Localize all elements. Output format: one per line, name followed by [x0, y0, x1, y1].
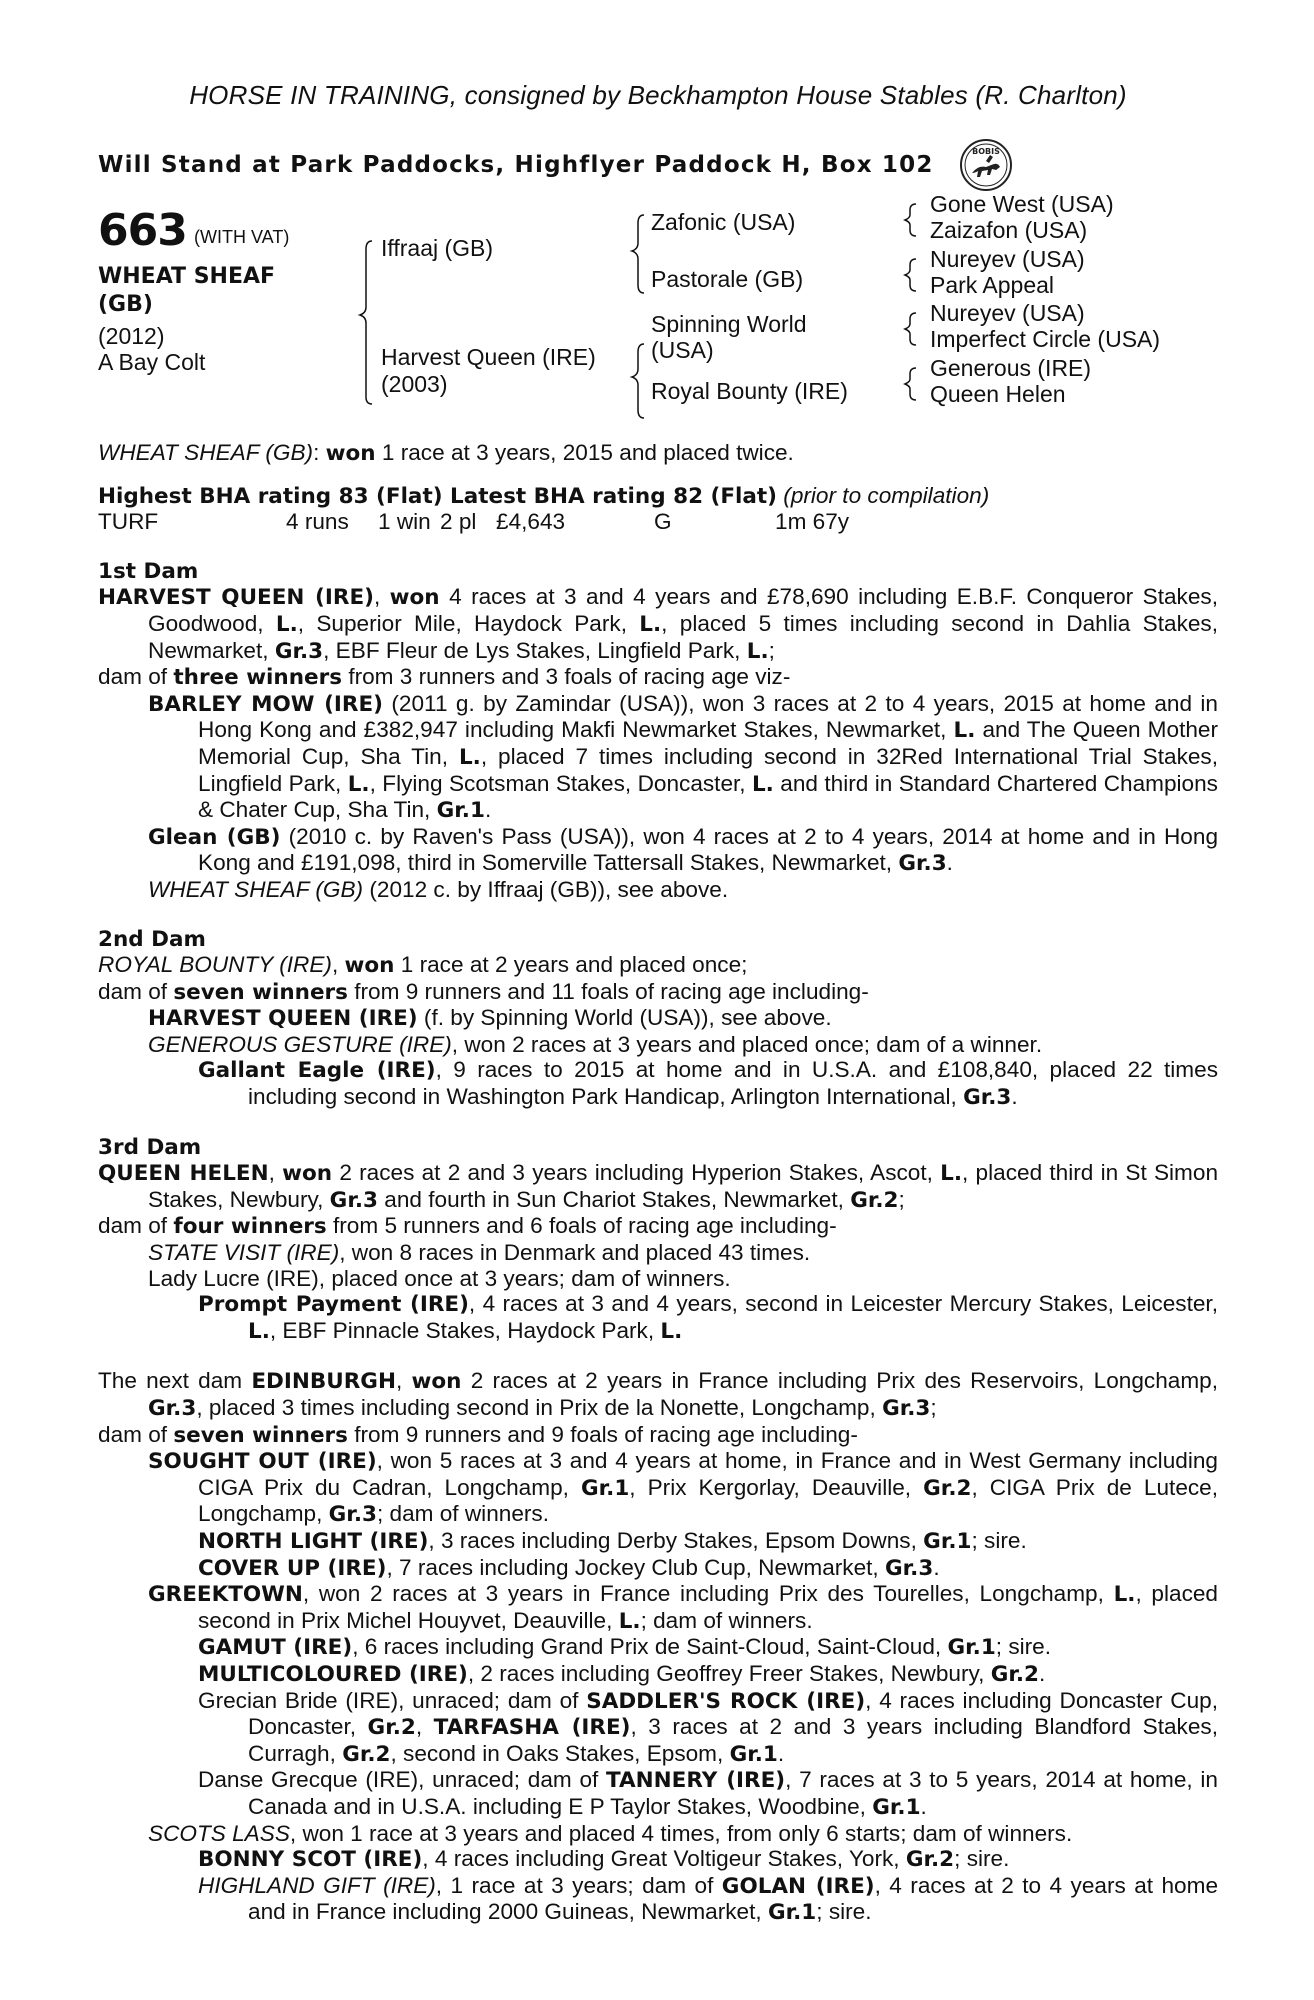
race-summary: WHEAT SHEAF (GB): won 1 race at 3 years, 2015 and placed twice. — [98, 440, 794, 466]
bracket-sire — [632, 215, 644, 293]
stand-location: Will Stand at Park Paddocks, Highflyer Paddock H, Box 102 — [98, 152, 934, 178]
produce-gamut: GAMUT (IRE), 6 races including Grand Prix de Saint-Cloud, Saint-Cloud, Gr.1; sire. — [198, 1634, 1052, 1661]
produce-harvest-queen: HARVEST QUEEN (IRE) (f. by Spinning World (USA)), see above. — [148, 1005, 832, 1032]
third-dam-record: QUEEN HELEN, won 2 races at 2 and 3 years including Hyperion Stakes, Ascot, L., placed third in St Simon Stakes, Newbury, Gr.3 and fourth in Sun Chariot Stakes, Newmarket, Gr.2; — [98, 1160, 1219, 1213]
lot-number: 663 — [98, 205, 187, 256]
next-dam-produce: dam of seven winners from 9 runners and 9 foals of racing age including- — [98, 1421, 858, 1448]
summary-horse-name: WHEAT SHEAF (GB) — [98, 440, 314, 465]
produce-lady-lucre: Lady Lucre (IRE), placed once at 3 years; dam of winners. — [148, 1265, 731, 1291]
produce-danse-grecque: Danse Grecque (IRE), unraced; dam of TANNERY (IRE), 7 races at 3 to 5 years, 2014 at home, in Canada and in U.S.A. including E P Taylor Stakes, Woodbine, Gr.1. — [198, 1767, 1218, 1820]
produce-north-light: NORTH LIGHT (IRE), 3 races including Derby Stakes, Epsom Downs, Gr.1; sire. — [198, 1527, 1027, 1554]
second-dam-heading: 2nd Dam — [98, 926, 206, 952]
pedigree-dam-year: (2003) — [381, 371, 448, 397]
pedigree-dss: Nureyev (USA) — [930, 300, 1085, 326]
first-dam-produce: dam of three winners from 3 runners and 3 foals of racing age viz- — [98, 664, 791, 691]
turf-placed: 2 pl — [440, 509, 477, 535]
pedigree-dds: Generous (IRE) — [930, 355, 1092, 381]
third-dam-produce: dam of four winners from 5 runners and 6 foals of racing age including- — [98, 1213, 837, 1240]
bobis-logo-text: BOBIS — [971, 147, 1000, 156]
turf-wins: 1 win — [378, 509, 431, 535]
horse-description: A Bay Colt — [98, 349, 206, 375]
pedigree-ssd: Zaizafon (USA) — [930, 217, 1088, 243]
pedigree-sds: Nureyev (USA) — [930, 246, 1085, 272]
bracket-gen1 — [360, 241, 372, 404]
third-dam-section — [98, 1135, 1218, 1345]
produce-generous-gesture: GENEROUS GESTURE (IRE), won 2 races at 3 years and placed once; dam of a winner. — [148, 1031, 1043, 1057]
produce-bonny-scot: BONNY SCOT (IRE), 4 races including Great Voltigeur Stakes, York, Gr.2; sire. — [198, 1846, 1010, 1873]
bracket-dam — [632, 344, 644, 418]
first-dam-heading: 1st Dam — [98, 558, 199, 584]
produce-multicoloured: MULTICOLOURED (IRE), 2 races including Geoffrey Freer Stakes, Newbury, Gr.2. — [198, 1660, 1046, 1687]
horse-name: WHEAT SHEAF (GB) — [98, 264, 276, 317]
first-dam-name: HARVEST QUEEN (IRE) — [98, 585, 374, 611]
next-dam-section — [98, 1368, 1218, 1925]
stand-row — [98, 137, 1218, 193]
produce-highland-gift: HIGHLAND GIFT (IRE), 1 race at 3 years; dam of GOLAN (IRE), 4 races at 2 to 4 years at home and in France including 2000 Guineas, Newmarket, Gr.1; sire. — [198, 1872, 1219, 1926]
pedigree-dsd: Imperfect Circle (USA) — [930, 326, 1161, 352]
pedigree-dam-sire: Spinning World — [651, 311, 807, 337]
horse-year: (2012) — [98, 323, 165, 349]
first-dam-section — [98, 559, 1218, 903]
pedigree-dam-sire-country: (USA) — [651, 337, 714, 363]
bobis-logo-icon — [958, 137, 1014, 193]
pedigree-dam: Harvest Queen (IRE) — [381, 344, 596, 370]
catalogue-page — [98, 80, 1218, 1926]
produce-cover-up: COVER UP (IRE), 7 races including Jockey Club Cup, Newmarket, Gr.3. — [198, 1554, 940, 1581]
produce-glean: Glean (GB) (2010 c. by Raven's Pass (USA)), won 4 races at 2 to 4 years, 2014 at home and in Hong Kong and £191,098, third in Somerville Tattersall Stakes, Newmarket, Gr.3. — [148, 823, 1219, 877]
turf-distance: 1m 67y — [775, 509, 850, 535]
pedigree-sire: Iffraaj (GB) — [381, 235, 494, 261]
second-dam-section — [98, 927, 1218, 1111]
summary-text: 1 race at 3 years, 2015 and placed twice. — [381, 440, 794, 465]
bracket-dd — [905, 368, 916, 400]
pedigree-sss: Gone West (USA) — [930, 191, 1114, 217]
next-dam-record: The next dam EDINBURGH, won 2 races at 2 years in France including Prix des Reservoirs, Longchamp, Gr.3, placed 3 times including second in Prix de la Nonette, Longchamp, Gr.3; — [98, 1368, 1218, 1421]
rating-line — [98, 483, 1218, 510]
produce-gallant-eagle: Gallant Eagle (IRE), 9 races to 2015 at home and in U.S.A. and £108,840, placed 22 times including second in Washington Park Handicap, Arlington International, Gr.3. — [198, 1057, 1218, 1111]
second-dam-produce: dam of seven winners from 9 runners and 11 foals of racing age including- — [98, 978, 869, 1005]
bracket-ds — [905, 313, 916, 345]
produce-state-visit: STATE VISIT (IRE), won 8 races in Denmark and placed 43 times. — [148, 1240, 811, 1266]
pedigree-sdd: Park Appeal — [930, 272, 1055, 298]
rating-bold: Highest BHA rating 83 (Flat) Latest BHA rating 82 (Flat) — [98, 483, 778, 509]
vat-label: (WITH VAT) — [194, 227, 290, 247]
second-dam-record: ROYAL BOUNTY (IRE), won 1 race at 2 years and placed once; — [98, 952, 748, 979]
pedigree-ddd: Queen Helen — [930, 381, 1066, 407]
third-dam-heading: 3rd Dam — [98, 1134, 202, 1160]
produce-wheat-sheaf: WHEAT SHEAF (GB) (2012 c. by Iffraaj (GB)), see above. — [148, 876, 729, 902]
pedigree-block — [98, 191, 1218, 422]
turf-label: TURF — [98, 509, 159, 535]
produce-grecian-bride: Grecian Bride (IRE), unraced; dam of SADDLER'S ROCK (IRE), 4 races including Doncaster Cup, Doncaster, Gr.2, TARFASHA (IRE), 3 races at 2 and 3 years including Blandford Stakes, Curragh, Gr.2, second in Oaks Stakes, Epsom, Gr.1. — [198, 1687, 1218, 1767]
turf-record — [98, 509, 1218, 535]
first-dam-record: HARVEST QUEEN (IRE), won 4 races at 3 and 4 years and £78,690 including E.B.F. Conqueror Stakes, Goodwood, L., Superior Mile, Haydock Park, L., placed 5 times including second in Dahlia Stakes, Newmarket, Gr.3, EBF Fleur de Lys Stakes, Lingfield Park, L.; — [98, 584, 1219, 664]
produce-prompt-payment: Prompt Payment (IRE), 4 races at 3 and 4 years, second in Leicester Mercury Stakes, Leicester, L., EBF Pinnacle Stakes, Haydock Park, L. — [198, 1291, 1218, 1344]
produce-sought-out: SOUGHT OUT (IRE), won 5 races at 3 and 4 years at home, in France and in West Germany including CIGA Prix du Cadran, Longchamp, Gr.1, Prix Kergorlay, Deauville, Gr.2, CIGA Prix de Lutece, Longchamp, Gr.3; dam of winners. — [148, 1448, 1219, 1528]
produce-barley-mow: BARLEY MOW (IRE) (2011 g. by Zamindar (USA)), won 3 races at 2 to 4 years, 2015 at home and in Hong Kong and £382,947 including Makfi Newmarket Stakes, Newmarket, L. and The Queen Mother Memorial Cup, Sha Tin, L., placed 7 times including second in 32Red International Trial Stakes, Lingfield Park, L., Flying Scotsman Stakes, Doncaster, L. and third in Standard Chartered Champions & Chater Cup, Sha Tin, Gr.1. — [148, 690, 1219, 824]
turf-earnings: £4,643 — [496, 509, 566, 535]
turf-runs: 4 runs — [286, 509, 349, 535]
pedigree-dam-dam: Royal Bounty (IRE) — [651, 378, 848, 404]
turf-going: G — [654, 509, 672, 535]
bracket-sd — [905, 259, 916, 291]
bracket-ss — [905, 204, 916, 236]
produce-greektown: GREEKTOWN, won 2 races at 3 years in France including Prix des Tourelles, Longchamp, L., placed second in Prix Michel Houyvet, Deauville, L.; dam of winners. — [148, 1581, 1218, 1634]
pedigree-sire-dam: Pastorale (GB) — [651, 266, 804, 292]
rating-note: (prior to compilation) — [783, 482, 990, 508]
consignment-line: HORSE IN TRAINING, consigned by Beckhampton House Stables (R. Charlton) — [189, 80, 1127, 110]
pedigree-sire-sire: Zafonic (USA) — [651, 209, 796, 235]
produce-scots-lass: SCOTS LASS, won 1 race at 3 years and placed 4 times, from only 6 starts; dam of winners. — [148, 1820, 1073, 1846]
summary-won: won — [325, 441, 376, 466]
